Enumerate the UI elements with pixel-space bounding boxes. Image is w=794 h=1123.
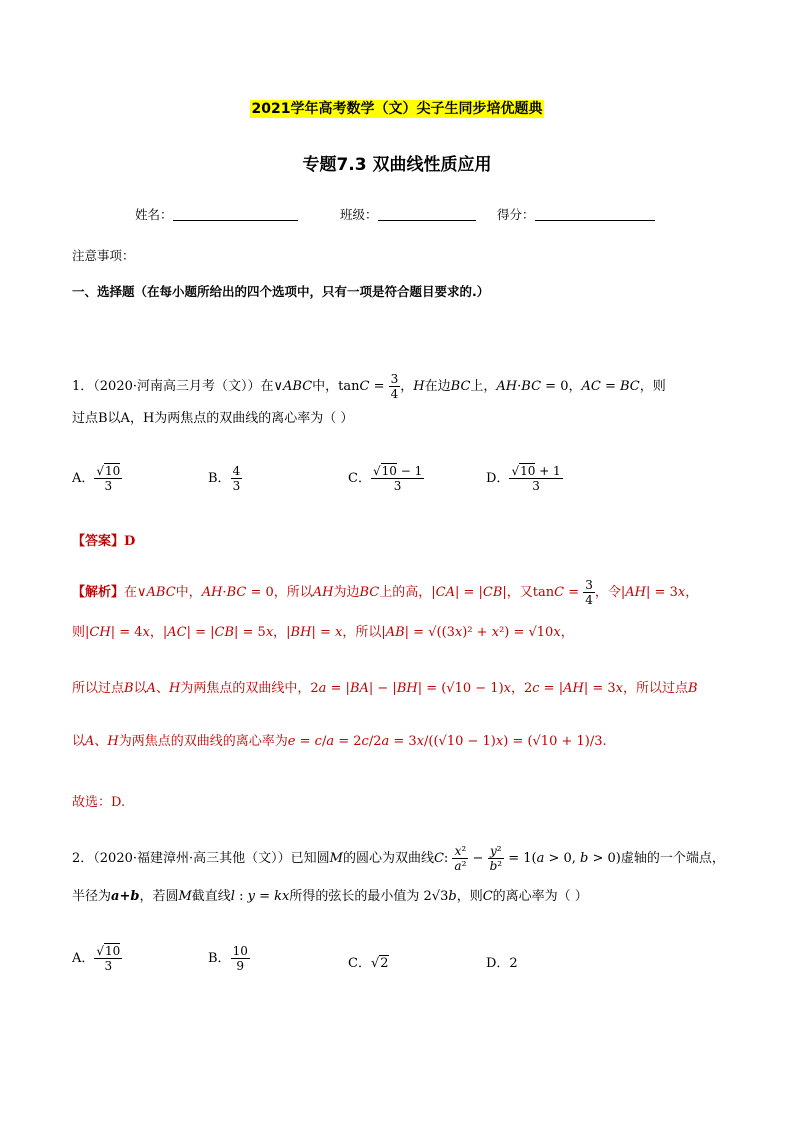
- header-text: 2021学年高考数学（文）尖子生同步培优题典: [251, 101, 543, 117]
- q1-analysis-line3: 所以过点B以A、H为两焦点的双曲线中，2a = |BA| − |BH| = (√10 − 1)x，2c = |AH| = 3x，所以过点B: [72, 681, 698, 696]
- q2-option-b[interactable]: B． $\frac{10}{9}$: [208, 944, 248, 973]
- q1-option-c[interactable]: C． $\frac{√10 - 1}{3}$: [348, 464, 423, 493]
- page-title: 专题7.3 双曲线性质应用: [302, 155, 492, 175]
- q2-option-c[interactable]: C．√2: [348, 956, 389, 971]
- q1-answer: 【答案】D: [72, 534, 136, 549]
- q1-analysis-line2: 则|CH| = 4x，|AC| = |CB| = 5x，|BH| = x，所以|AB| = √((3x)² + x²) = √10x，: [72, 625, 574, 640]
- q1-option-b[interactable]: B． $\frac{4}{3}$: [208, 464, 241, 493]
- class-field: 班级：: [340, 205, 476, 223]
- score-field: 得分：: [497, 205, 655, 223]
- q1-option-a[interactable]: A． $\frac{√10}{3}$: [72, 464, 121, 493]
- name-blank[interactable]: [173, 208, 298, 221]
- q1-analysis-line4: 以A、H为两焦点的双曲线的离心率为e = c/a = 2c/2a = 3x/((√10 − 1)x) = (√10 + 1)/3.: [72, 734, 607, 749]
- q2-option-a[interactable]: A． $\frac{√10}{3}$: [72, 944, 121, 973]
- document-header: [0, 98, 794, 118]
- q2-option-d[interactable]: D．2: [486, 956, 518, 971]
- q1-line1: 1．（2020·河南高三月考（文））在∨ABC中，tanC = $\frac{3}{4}$ ，H在边BC上，AH·BC = 0，AC = BC，则: [72, 372, 666, 401]
- section-heading: 一、选择题（在每小题所给出的四个选项中，只有一项是符合题目要求的.）: [72, 284, 490, 299]
- score-blank[interactable]: [535, 208, 655, 221]
- q1-conclusion: 故选：D.: [72, 795, 126, 810]
- q1-option-d[interactable]: D． $\frac{√10 + 1}{3}$: [486, 464, 561, 493]
- q1-analysis-line1: 【解析】在∨ABC中，AH·BC = 0，所以AH为边BC上的高，|CA| = |CB|，又tanC = $\frac{3}{4}$ ，令|AH| = 3x，: [72, 578, 699, 607]
- name-field: 姓名：: [135, 205, 298, 223]
- class-blank[interactable]: [378, 208, 476, 221]
- q2-line1: 2．（2020·福建漳州·高三其他（文））已知圆M的圆心为双曲线C: $\frac{\text{x²}}{\text{a²}}$ − $\frac{\text{y²}}{\text{b²}}$ = 1(a > 0, b > 0)虚轴的一个端点，: [72, 844, 725, 873]
- q1-line2: 过点B以A，H为两焦点的双曲线的离心率为（ ）: [72, 411, 354, 426]
- notice-label: 注意事项：: [72, 248, 135, 263]
- q2-line2: 半径为a+b，若圆M截直线l : y = kx所得的弦长的最小值为 2√3b，则C的离心率为（ ）: [72, 889, 588, 904]
